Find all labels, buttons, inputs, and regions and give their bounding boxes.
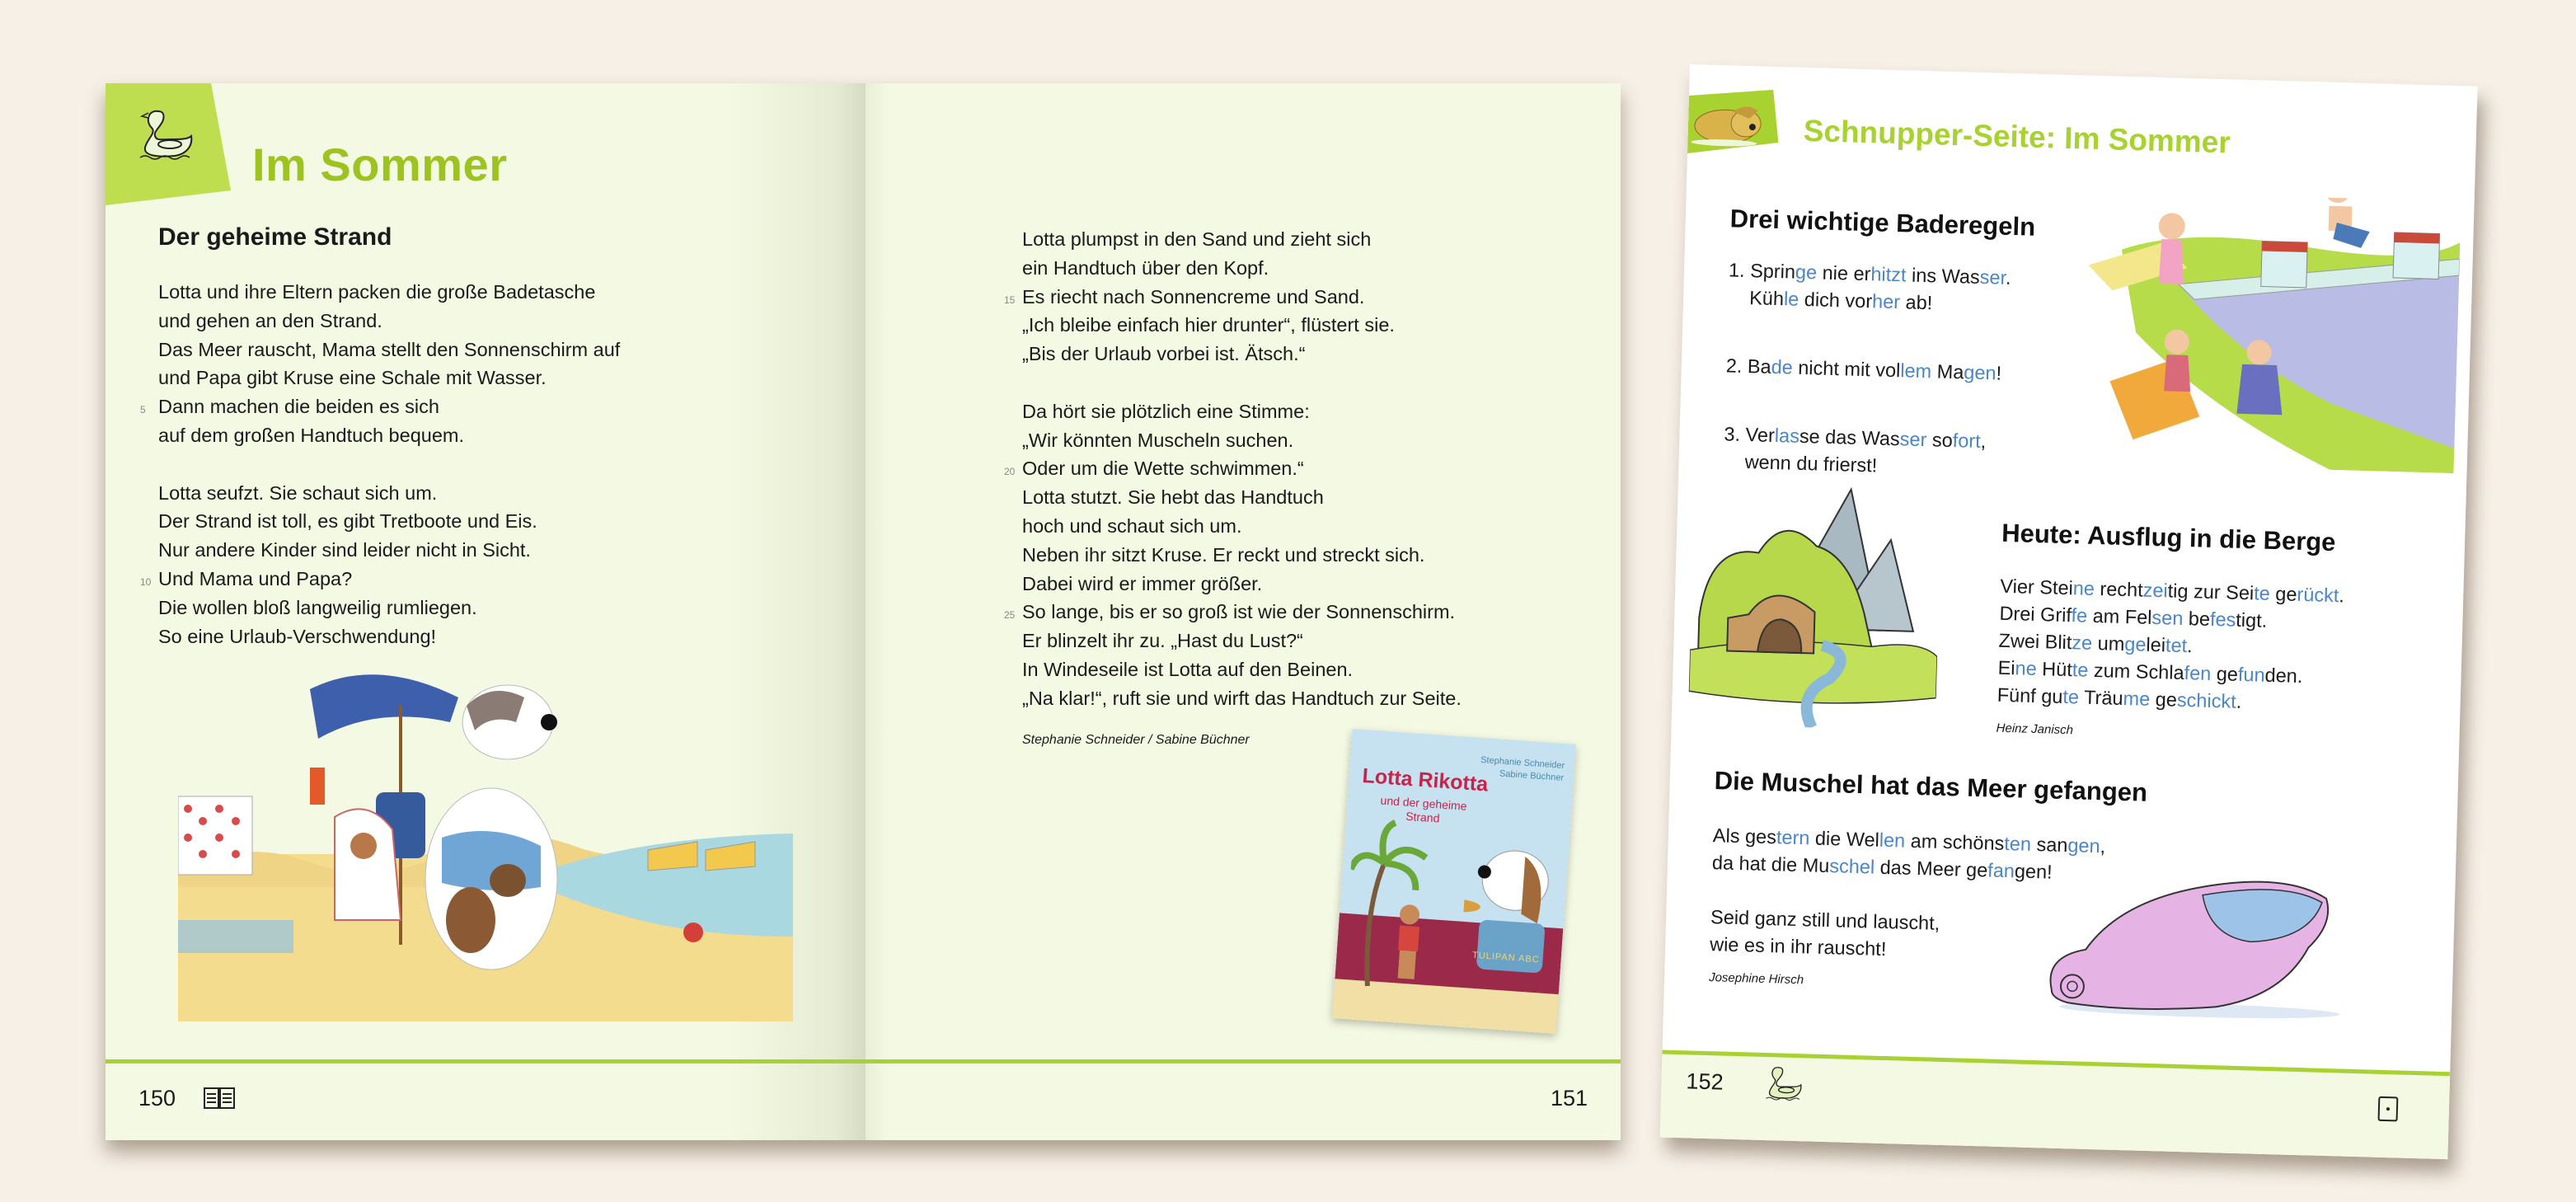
cover-publisher: TULIPAN ABC — [1471, 950, 1541, 965]
swan-icon — [1762, 1061, 1807, 1103]
story-text-left — [140, 278, 621, 650]
line-text: Nur andere Kinder sind leider nicht in Sicht. — [158, 539, 531, 561]
text-line — [1022, 311, 1462, 340]
page-150 — [106, 83, 866, 1140]
mountains-author: Heinz Janisch — [1996, 721, 2074, 738]
text-line — [1022, 541, 1462, 570]
text-line — [1022, 627, 1462, 655]
line-text: Das Meer rauscht, Mama stellt den Sonnenschirm auf — [158, 338, 621, 360]
page-number-150: 150 — [138, 1086, 176, 1110]
line-text: So eine Urlaub-Verschwendung! — [158, 625, 437, 647]
line-number: 5 — [140, 404, 146, 416]
line-text: So lange, bis er so groß ist wie der Sonnenschirm. — [1022, 601, 1456, 623]
line-number: 20 — [1004, 466, 1016, 478]
line-text: Lotta und ihre Eltern packen die große Badetasche — [158, 281, 596, 303]
line-text: ein Handtuch über den Kopf. — [1022, 256, 1269, 279]
poem-line: 1. Springe nie erhitzt ins Wasser. — [1728, 259, 2011, 289]
line-number: 15 — [1004, 293, 1016, 306]
text-line — [158, 307, 620, 336]
line-text: „Ich bleibe einfach hier drunter“, flüstert sie. — [1022, 314, 1395, 336]
story-title: Der geheime Strand — [158, 223, 392, 251]
text-line — [1022, 254, 1462, 283]
page-title: Schnupper-Seite: Im Sommer — [1803, 113, 2231, 160]
seashell-illustration — [2034, 866, 2352, 1023]
text-line — [158, 278, 620, 307]
line-text: Und Mama und Papa? — [158, 567, 353, 589]
poem-line: Fünf gute Träume geschickt. — [1997, 683, 2242, 712]
text-line — [140, 392, 620, 421]
poem-line: 2. Bade nicht mit vollem Magen! — [1725, 354, 2002, 384]
poem-line: Eine Hütte zum Schlafen gefunden. — [1997, 656, 2303, 688]
text-line — [158, 536, 620, 565]
line-text: hoch und schaut sich um. — [1022, 514, 1242, 537]
poem-line: da hat die Muschel das Meer gefangen! — [1711, 852, 2053, 883]
text-line — [140, 565, 620, 594]
cover-authors: Stephanie Schneider Sabine Büchner — [1480, 754, 1565, 783]
line-text: „Bis der Urlaub vorbei ist. Ätsch.“ — [1022, 343, 1306, 365]
rules-list — [1723, 256, 2011, 482]
poem-line: Als gestern die Wellen am schönsten sangen, — [1712, 824, 2106, 857]
pool-illustration — [2083, 191, 2461, 473]
beach-illustration — [178, 673, 793, 1021]
shell-author: Josephine Hirsch — [1708, 970, 1804, 988]
chapter-tab — [106, 83, 231, 205]
story-authors: Stephanie Schneider / Sabine Büchner — [1022, 733, 1250, 747]
text-line — [1022, 570, 1462, 599]
poem-line: 3. Verlasse das Wasser sofort, — [1724, 423, 1987, 453]
line-text: In Windeseile ist Lotta auf den Beinen. — [1022, 658, 1354, 680]
line-text: Der Strand ist toll, es gibt Tretboote und Eis. — [158, 510, 537, 533]
text-line — [158, 594, 620, 622]
text-line — [1022, 340, 1462, 369]
line-text: und gehen an den Strand. — [158, 309, 382, 331]
line-text: Dabei wird er immer größer. — [1022, 572, 1263, 594]
cover-subtitle: und der geheime Strand — [1380, 793, 1468, 825]
line-text: Lotta stutzt. Sie hebt das Handtuch — [1022, 486, 1324, 509]
poem-line: Drei Griffe am Felsen befestigt. — [1999, 602, 2268, 632]
line-text: Lotta seufzt. Sie schaut sich um. — [158, 481, 438, 504]
poem-line: Kühle dich vorher ab! — [1727, 286, 1933, 314]
dog-icon — [1691, 99, 1771, 148]
stanza-gap — [158, 450, 620, 479]
text-line — [158, 622, 620, 651]
page-number-151: 151 — [1550, 1086, 1588, 1110]
text-line — [158, 336, 620, 364]
dot-box-icon — [2378, 1096, 2399, 1122]
text-line — [158, 507, 620, 536]
mountains-poem — [1997, 573, 2344, 719]
text-line — [1022, 655, 1462, 684]
shell-heading: Die Muschel hat das Meer gefangen — [1714, 766, 2148, 807]
poem-line: Seid ganz still und lauscht, — [1710, 906, 1940, 934]
line-text: Neben ihr sitzt Kruse. Er reckt und streckt sich. — [1022, 543, 1425, 566]
book-cover — [1332, 729, 1576, 1034]
book-spread — [106, 83, 1621, 1140]
line-text: Da hört sie plötzlich eine Stimme: — [1022, 400, 1310, 422]
line-text: Es riecht nach Sonnencreme und Sand. — [1022, 285, 1365, 308]
line-text: auf dem großen Handtuch bequem. — [158, 424, 465, 446]
text-line — [158, 364, 620, 392]
text-line — [158, 479, 620, 508]
text-line — [1004, 454, 1462, 483]
line-text: „Wir könnten Muscheln suchen. — [1022, 429, 1294, 451]
text-line — [1022, 426, 1462, 455]
cover-girl-palm-illustration — [1342, 811, 1462, 1000]
rules-heading: Drei wichtige Baderegeln — [1729, 204, 2036, 242]
line-number: 25 — [1004, 609, 1016, 622]
swan-icon — [134, 103, 199, 162]
poem-line: wie es in ihr rauscht! — [1709, 933, 1887, 960]
mountains-heading: Heute: Ausflug in die Berge — [2001, 518, 2336, 557]
line-text: Dann machen die beiden es sich — [158, 396, 439, 418]
line-text: Oder um die Wette schwimmen.“ — [1022, 458, 1304, 480]
book-icon — [203, 1087, 236, 1110]
line-text: „Na klar!“, ruft sie und wirft das Handtuch zur Seite. — [1022, 687, 1462, 709]
text-line — [1004, 598, 1462, 627]
line-text: Lotta plumpst in den Sand und zieht sich — [1022, 228, 1372, 250]
poem-line: Vier Steine rechtzeitig zur Seite gerückt. — [2000, 575, 2345, 607]
stanza-gap — [1022, 369, 1462, 397]
chapter-title: Im Sommer — [252, 139, 508, 190]
cover-title: Lotta Rikotta — [1361, 763, 1490, 796]
text-line — [1022, 483, 1462, 512]
page-152 — [1660, 64, 2478, 1159]
story-text-right — [1004, 225, 1462, 713]
text-line — [1022, 684, 1462, 713]
line-number: 10 — [140, 575, 152, 588]
line-text: Die wollen bloß langweilig rumliegen. — [158, 596, 477, 618]
poem-line: Zwei Blitze umgeleitet. — [1998, 629, 2194, 657]
footer-rule — [106, 1059, 1621, 1063]
mountain-illustration — [1688, 477, 1942, 730]
page-number-152: 152 — [1686, 1068, 1724, 1095]
cover-dog-illustration — [1457, 828, 1560, 1007]
text-line — [1022, 512, 1462, 541]
text-line — [1004, 283, 1462, 312]
text-line — [158, 421, 620, 450]
text-line — [1022, 225, 1462, 254]
line-text: und Papa gibt Kruse eine Schale mit Wasser. — [158, 367, 547, 389]
text-line — [1022, 397, 1462, 426]
line-text: Er blinzelt ihr zu. „Hast du Lust?“ — [1022, 630, 1303, 652]
poem-line: wenn du frierst! — [1723, 450, 1878, 477]
